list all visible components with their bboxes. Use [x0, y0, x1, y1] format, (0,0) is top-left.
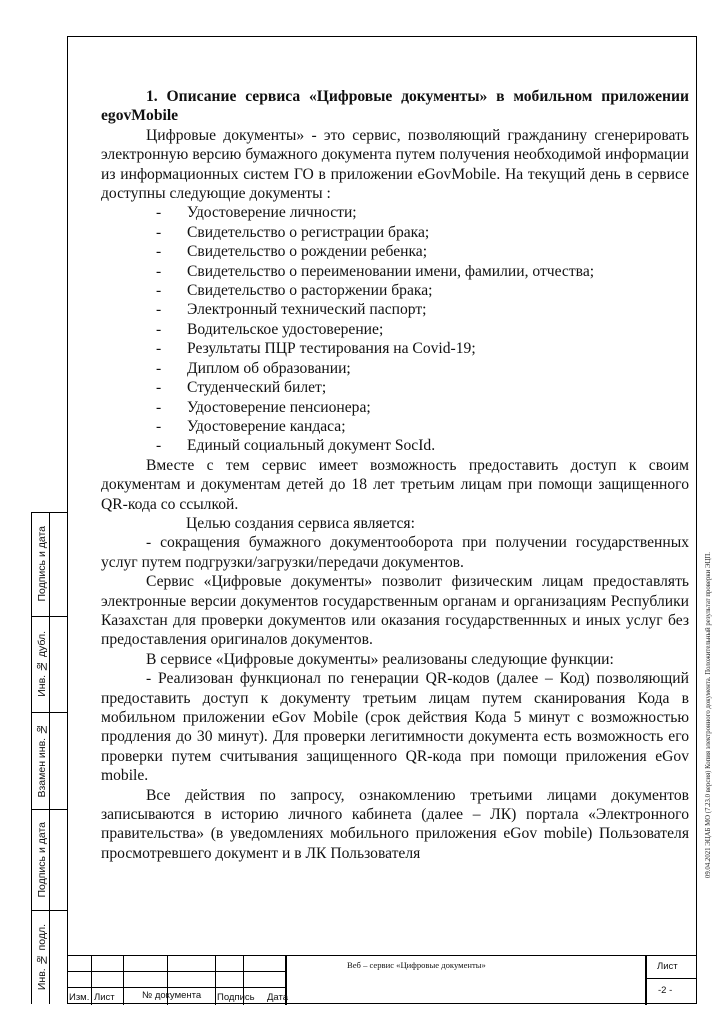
list-item: - Удостоверение кандаса;	[101, 417, 689, 436]
title-block	[67, 955, 697, 1004]
sheet-label: Лист	[657, 961, 678, 972]
list-item: - Результаты ПЦР тестирования на Covid-19;	[101, 339, 689, 358]
label-inv-dubl: Инв. № дубл.	[36, 631, 48, 697]
col-date: Дата	[267, 992, 289, 1003]
list-item: - Студенческий билет;	[101, 378, 689, 397]
label-signature-date-2: Подпись и дата	[36, 821, 48, 898]
paragraph-goal: Целью создания сервиса является:	[186, 514, 415, 532]
list-item: - Свидетельство о расторжении брака;	[101, 281, 689, 300]
paragraph-qr: - Реализован функционал по генерации QR-кодов (далее – Код) позволяющий предоставить доступ к документу третьим лицам путем сканирования Кода в мобильном приложении eGov Mobile (срок действия Кода 5 минут с возможностью продления до 30 минут). Для проверки легитимности документа есть возможность его проверки путем считывания защищенного QR-кода при помощи приложения eGov mobile.	[101, 670, 689, 785]
list-item: - Удостоверение пенсионера;	[101, 398, 689, 417]
sheet-number: -2 -	[658, 985, 673, 996]
list-item: - Свидетельство о регистрации брака;	[101, 223, 689, 242]
paragraph-history: Все действия по запросу, ознакомлению третьими лицами документов записываются в историю личного кабинета (далее – ЛК) портала «Электронного правительства» (в уведомлениях мобильного приложения eGov mobile) Пользователя просмотревшего документ и в ЛК Пользователя	[101, 786, 689, 862]
paragraph-functions: В сервисе «Цифровые документы» реализованы следующие функции:	[146, 650, 614, 668]
label-signature-date: Подпись и дата	[36, 526, 48, 602]
col-list: Лист	[94, 992, 115, 1003]
list-item: - Диплом об образовании;	[101, 359, 689, 378]
list-item: - Единый социальный документ SocId.	[101, 436, 689, 455]
document-body	[101, 87, 689, 863]
paragraph-intro: Цифровые документы» - это сервис, позволяющий гражданину сгенерировать электронную версию бумажного документа путем получения необходимой информации из информационных систем ГО в приложении eGovMobile. На текущий день в сервисе доступны следующие документы :	[101, 126, 689, 203]
section-heading: 1. Описание сервиса «Цифровые документы» в мобильном приложении egovMobile	[101, 88, 689, 125]
paragraph-access: Вместе с тем сервис имеет возможность предоставить доступ к своим документам и документам детей до 18 лет третьим лицам при помощи защищенного QR-кода со ссылкой.	[101, 456, 689, 513]
list-item: - Свидетельство о рождении ребенка;	[101, 242, 689, 261]
label-vzamen-inv: Взамен инв. №	[36, 723, 48, 798]
paragraph-goal-item: - сокращения бумажного документооборота при получении государственных услуг путем подгрузки/загрузки/передачи документов.	[101, 534, 689, 571]
list-item: - Удостоверение личности;	[101, 203, 689, 222]
side-stamp	[31, 512, 67, 1004]
label-inv-podl: Инв. № подл.	[36, 923, 48, 991]
documents-list	[101, 203, 689, 455]
col-signature: Подпись	[217, 992, 255, 1003]
list-item: - Свидетельство о переименовании имени, фамилии, отчества;	[101, 262, 689, 281]
list-item: - Водительское удостоверение;	[101, 320, 689, 339]
col-izm: Изм.	[69, 992, 90, 1003]
document-title: Веб – сервис «Цифровые документы»	[347, 960, 486, 970]
system-verification-note: 09.04.2021 ЭЦАБ МО (7.23.0 версия) Копия электронного документа. Положительный результат проверки ЭЦП.	[704, 551, 712, 879]
paragraph-service: Сервис «Цифровые документы» позволит физическим лицам предоставлять электронные версии документов государственным органам и организациям Республики Казахстан для проверки документов или оказания государственнных и иных услуг без предоставления оригиналов документов.	[101, 573, 689, 649]
list-item: - Электронный технический паспорт;	[101, 300, 689, 319]
col-doc-number: № документа	[142, 990, 202, 1001]
